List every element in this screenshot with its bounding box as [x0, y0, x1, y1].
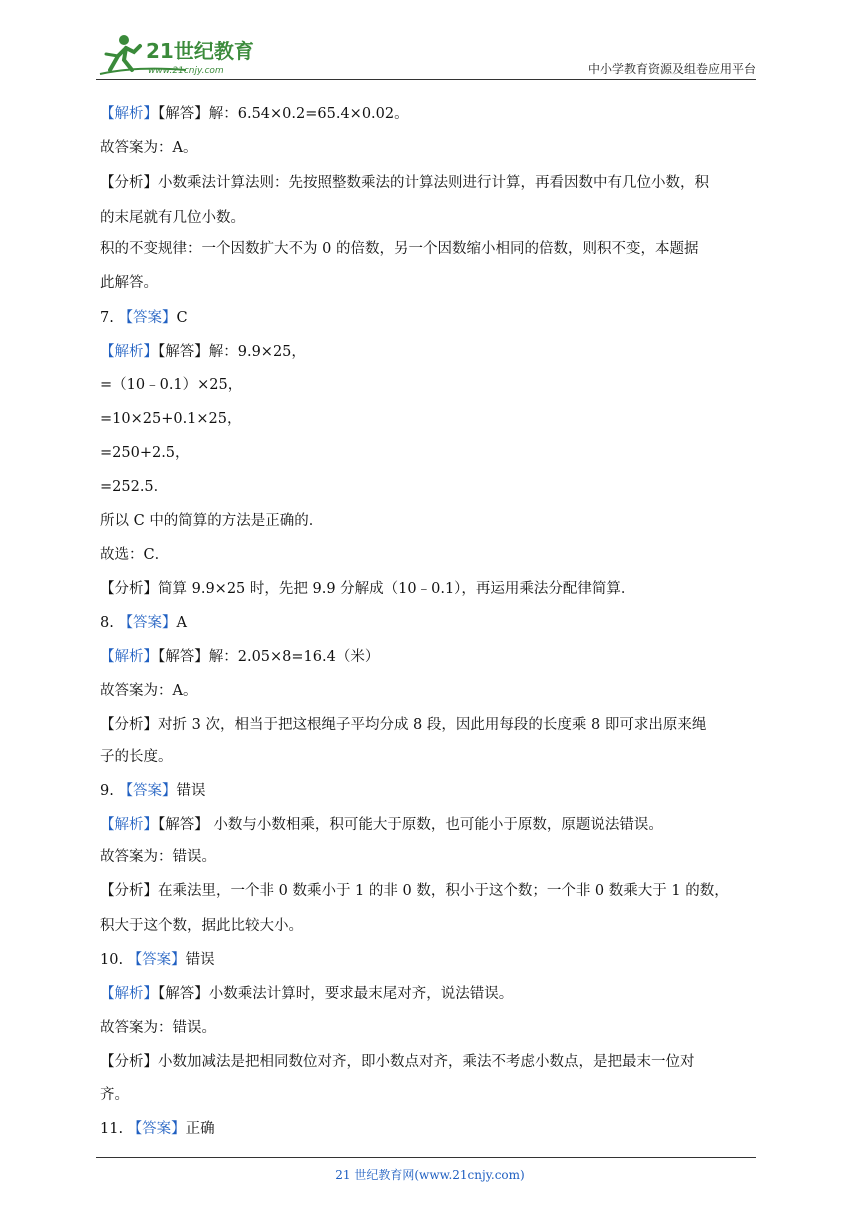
logo-21cnjy: [96, 30, 266, 78]
text-line: [100, 916, 303, 936]
line-text: 的末尾就有几位小数。: [100, 210, 245, 226]
answer-tag: 【答案】: [118, 783, 177, 799]
line-text: A: [176, 615, 187, 631]
line-text: C: [176, 310, 188, 326]
line-text: =（10﹣0.1）×25，: [100, 377, 243, 393]
analysis-tag: 【解析】: [100, 817, 158, 833]
answer-tag: 【答案】: [127, 952, 186, 968]
question-answer-line: [100, 308, 188, 328]
line-text: 所以 C 中的简算的方法是正确的．: [100, 513, 324, 529]
question-number: 9.: [100, 783, 119, 799]
line-text: 【解答】解：2.05×8=16.4（米）: [158, 649, 380, 665]
text-line: [100, 1018, 216, 1038]
analysis-tag: 【解析】: [100, 649, 158, 665]
question-number: 11.: [100, 1121, 128, 1137]
text-line: [100, 138, 197, 158]
text-line: [100, 715, 706, 735]
text-line: [100, 239, 698, 259]
line-text: 故选：C．: [100, 547, 170, 563]
text-line: [100, 1085, 129, 1105]
svg-text:www.21cnjy.com: www.21cnjy.com: [148, 66, 224, 76]
text-line: [100, 477, 168, 497]
line-text: 故答案为：A。: [100, 683, 198, 699]
line-text: 错误: [176, 783, 206, 799]
line-text: 【解答】解：9.9×25，: [158, 344, 306, 360]
analysis-tag: 【解析】: [100, 344, 158, 360]
text-line: [100, 342, 306, 362]
text-line: [100, 984, 513, 1004]
line-text: 【解答】小数乘法计算时，要求最末尾对齐，说法错误。: [158, 986, 514, 1002]
line-text: 故答案为：错误。: [100, 849, 216, 865]
text-line: [100, 273, 158, 293]
page-header: [96, 30, 756, 80]
text-line: [100, 847, 216, 867]
header-divider: [96, 79, 756, 80]
text-line: [100, 375, 242, 395]
answer-tag: 【答案】: [127, 1121, 186, 1137]
text-line: [100, 747, 173, 767]
text-line: [100, 443, 190, 463]
footer-source: 21 世纪教育网(www.21cnjy.com): [335, 1168, 525, 1182]
question-number: 10.: [100, 952, 128, 968]
answer-tag: 【答案】: [118, 310, 177, 326]
analysis-tag: 【解析】: [100, 106, 158, 122]
line-text: 【分析】对折 3 次，相当于把这根绳子平均分成 8 段，因此用每段的长度乘 8 即可求出原来绳: [100, 717, 707, 733]
line-text: 子的长度。: [100, 749, 173, 765]
text-line: [100, 881, 729, 901]
answer-tag: 【答案】: [118, 615, 177, 631]
line-text: 【分析】简算 9.9×25 时，先把 9.9 分解成（10﹣0.1），再运用乘法分配律简算．: [100, 581, 636, 597]
line-text: 此解答。: [100, 275, 158, 291]
line-text: 【解答】 小数与小数相乘，积可能大于原数，也可能小于原数，原题说法错误。: [158, 817, 663, 833]
question-answer-line: [100, 613, 187, 633]
line-text: =10×25+0.1×25，: [100, 411, 242, 427]
line-text: 正确: [185, 1121, 215, 1137]
question-number: 8.: [100, 615, 119, 631]
line-text: 【分析】在乘法里，一个非 0 数乘小于 1 的非 0 数，积小于这个数；一个非 0 数乘大于 1 的数，: [100, 883, 729, 899]
line-text: 【解答】解：6.54×0.2=65.4×0.02。: [158, 106, 409, 122]
text-line: [100, 681, 197, 701]
text-line: [100, 1052, 695, 1072]
header-platform-name: 中小学教育资源及组卷应用平台: [587, 62, 756, 76]
question-answer-line: [100, 781, 205, 801]
text-line: [100, 511, 323, 531]
line-text: =252.5．: [100, 479, 169, 495]
line-text: 故答案为：错误。: [100, 1020, 216, 1036]
line-text: 错误: [185, 952, 215, 968]
text-line: [100, 579, 635, 599]
svg-text:21世纪教育: 21世纪教育: [146, 39, 254, 63]
question-number: 7.: [100, 310, 119, 326]
text-line: [100, 815, 663, 835]
text-line: [100, 208, 245, 228]
line-text: 齐。: [100, 1087, 129, 1103]
text-line: [100, 104, 409, 124]
line-text: 积大于这个数，据此比较大小。: [100, 918, 303, 934]
line-text: 积的不变规律：一个因数扩大不为 0 的倍数，另一个因数缩小相同的倍数，则积不变，本题据: [100, 241, 699, 257]
line-text: 【分析】小数乘法计算法则：先按照整数乘法的计算法则进行计算，再看因数中有几位小数，积: [100, 175, 709, 191]
line-text: =250+2.5，: [100, 445, 190, 461]
text-line: [100, 647, 379, 667]
text-line: [100, 545, 169, 565]
footer-divider: [96, 1157, 756, 1158]
line-text: 故答案为：A。: [100, 140, 198, 156]
text-line: [100, 409, 242, 429]
line-text: 【分析】小数加减法是把相同数位对齐，即小数点对齐，乘法不考虑小数点，是把最末一位对: [100, 1054, 695, 1070]
question-answer-line: [100, 1119, 215, 1139]
text-line: [100, 173, 709, 193]
analysis-tag: 【解析】: [100, 986, 158, 1002]
question-answer-line: [100, 950, 215, 970]
